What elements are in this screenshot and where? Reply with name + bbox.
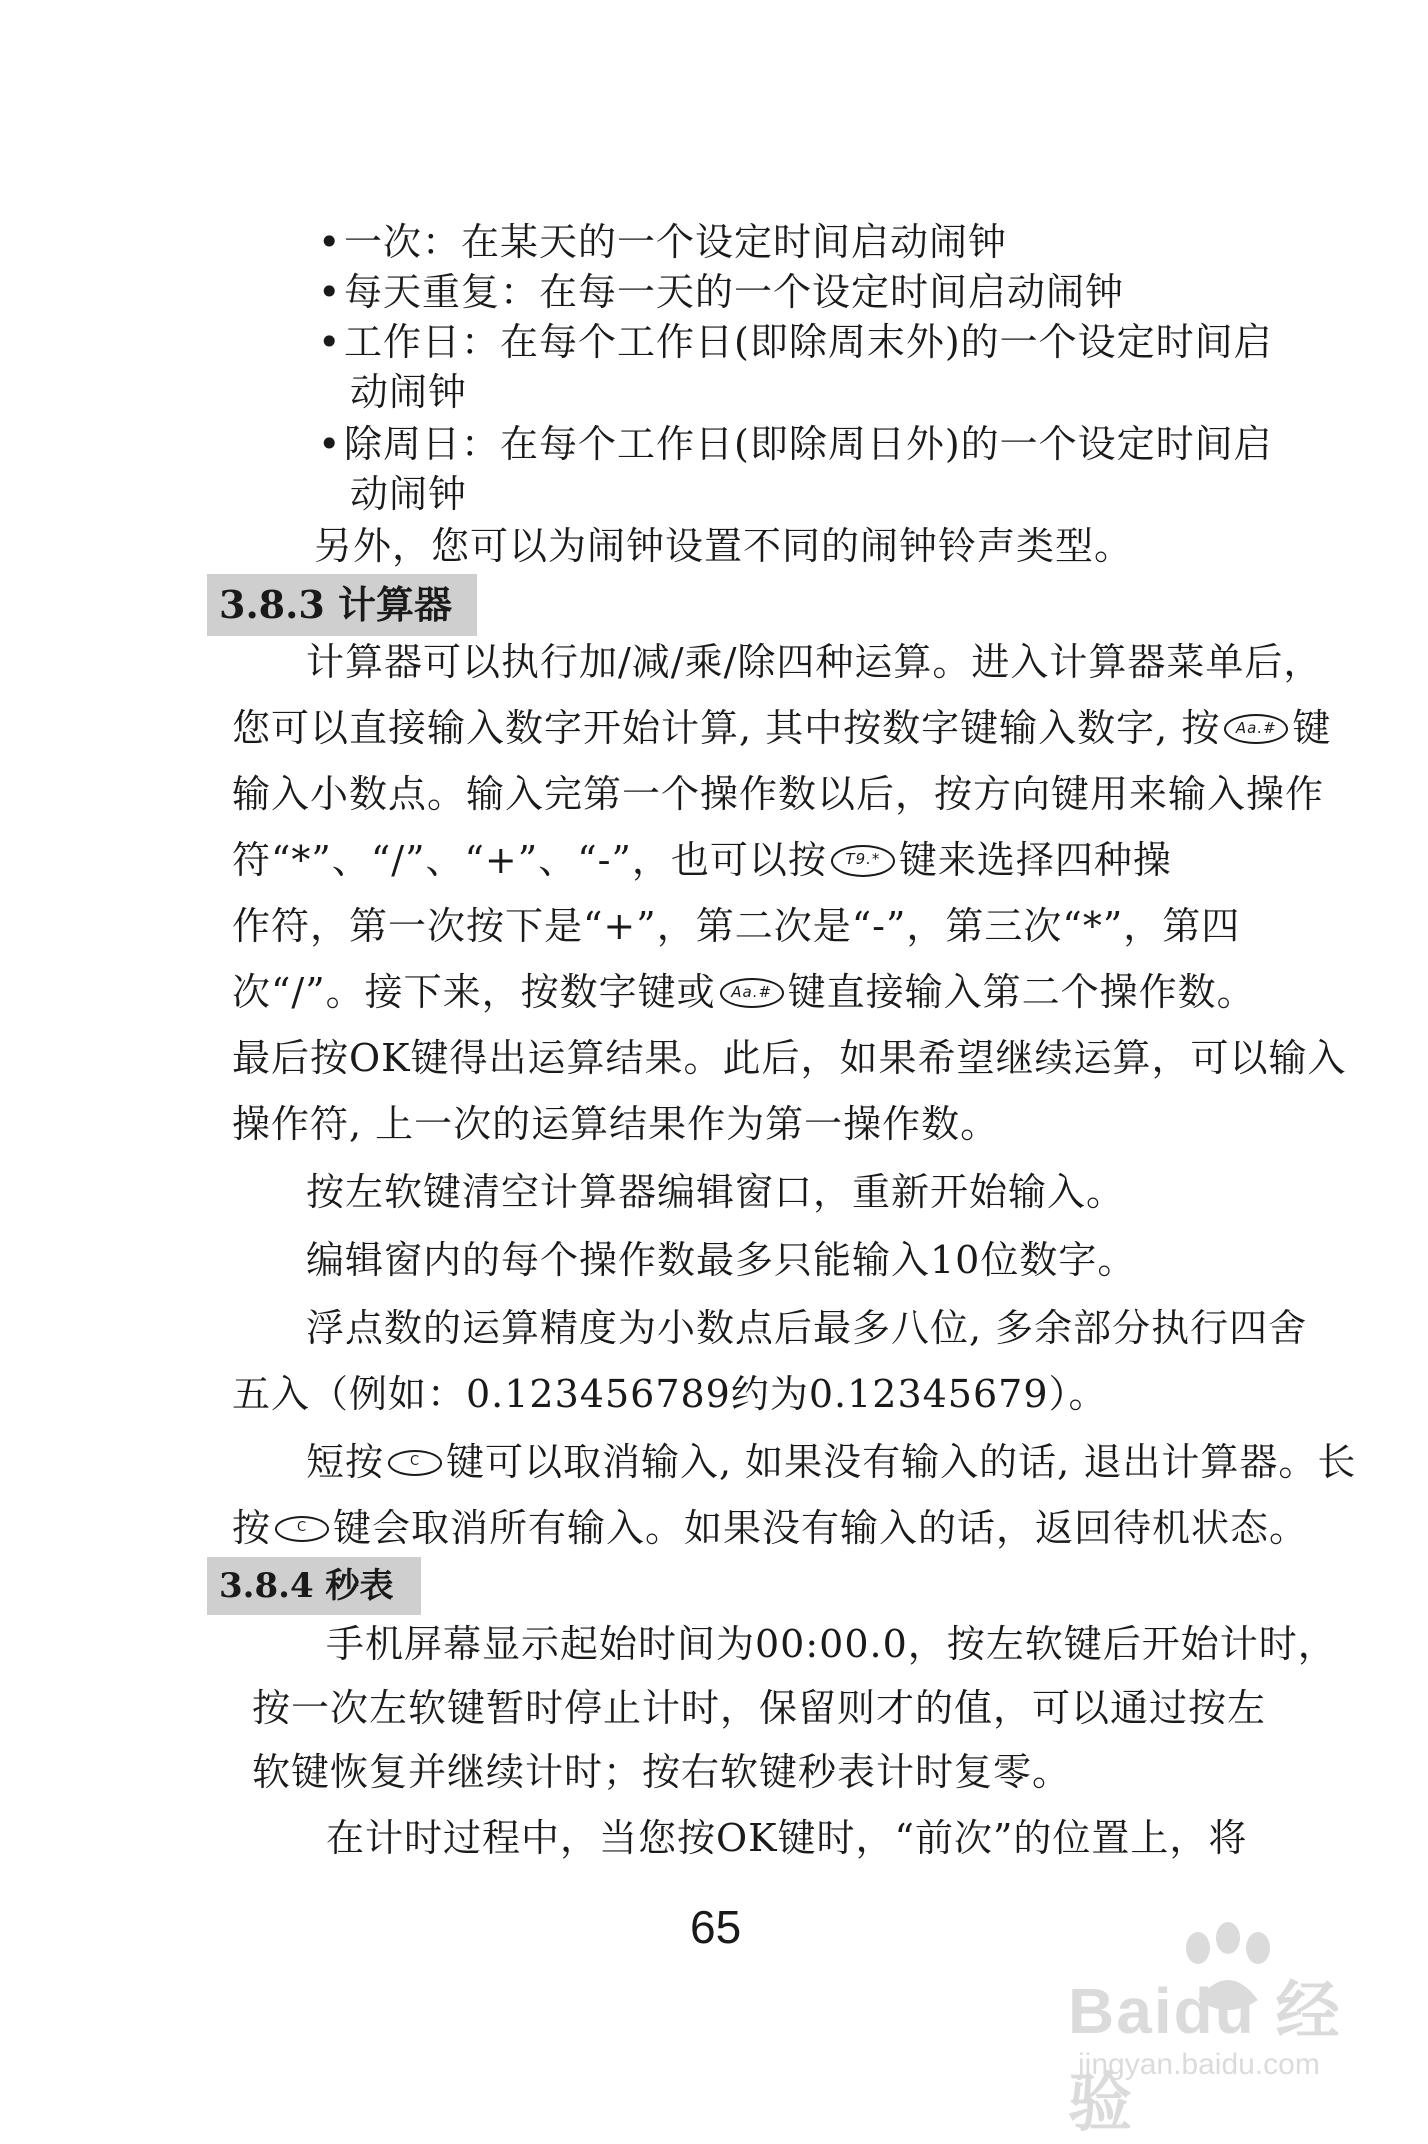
calculator-paragraph-line — [232, 836, 1172, 884]
calculator-paragraph-line: 最后按OK键得出运算结果。此后，如果希望继续运算，可以输入 — [232, 1036, 1347, 1080]
text-segment: 次“/”。接下来，按数字键或 — [232, 970, 716, 1014]
bullet-text: 工作日：在每个工作日(即除周末外)的一个设定时间启 — [344, 320, 1273, 364]
calculator-cancel-line — [232, 1504, 1308, 1552]
bullet-dot: • — [318, 422, 342, 466]
bullet-item — [318, 318, 1273, 366]
calculator-digit-limit-note: 编辑窗内的每个操作数最多只能输入10位数字。 — [306, 1238, 1137, 1282]
section-heading-stopwatch: 3.8.4 秒表 — [207, 1557, 421, 1615]
t9-key-icon: T9.* — [831, 845, 895, 877]
text-segment: 符“*”、“/”、“+”、“-”，也可以按 — [232, 838, 827, 882]
bullet-continuation: 动闹钟 — [350, 370, 468, 414]
stopwatch-paragraph-line: 按一次左软键暂时停止计时，保留则才的值，可以通过按左 — [252, 1686, 1267, 1730]
stopwatch-paragraph-line: 在计时过程中，当您按OK键时，“前次”的位置上，将 — [326, 1816, 1248, 1860]
bullet-dot: • — [318, 220, 342, 264]
text-segment: 键直接输入第二个操作数。 — [787, 970, 1256, 1014]
text-segment: 键来选择四种操 — [898, 838, 1172, 882]
calculator-paragraph-line: 作符，第一次按下是“+”，第二次是“-”，第三次“*”，第四 — [232, 904, 1241, 948]
calculator-clear-note: 按左软键清空计算器编辑窗口，重新开始输入。 — [306, 1170, 1126, 1214]
calculator-cancel-line — [306, 1438, 1356, 1486]
alpha-key-icon: Aa.# — [1224, 714, 1288, 744]
bullet-item — [318, 268, 1124, 316]
stopwatch-paragraph-line: 手机屏幕显示起始时间为00:00.0，按左软键后开始计时， — [326, 1622, 1337, 1666]
text-segment: 键会取消所有输入。如果没有输入的话，返回待机状态。 — [333, 1506, 1309, 1550]
page-number: 65 — [690, 1901, 742, 1953]
bullet-item — [318, 218, 1007, 266]
bullet-text: 除周日：在每个工作日(即除周日外)的一个设定时间启 — [344, 422, 1273, 466]
stopwatch-paragraph-line: 软键恢复并继续计时；按右软键秒表计时复零。 — [252, 1750, 1072, 1794]
bullet-dot: • — [318, 320, 342, 364]
calculator-paragraph-line: 操作符, 上一次的运算结果作为第一操作数。 — [232, 1102, 1000, 1146]
watermark-url: jingyan.baidu.com — [1078, 2048, 1320, 2081]
bullet-continuation: 动闹钟 — [350, 472, 468, 516]
calculator-paragraph-line: 输入小数点。输入完第一个操作数以后，按方向键用来输入操作 — [232, 772, 1325, 816]
text-segment: 您可以直接输入数字开始计算, 其中按数字键输入数字, 按 — [232, 706, 1221, 750]
calculator-precision-line: 浮点数的运算精度为小数点后最多八位, 多余部分执行四舍 — [306, 1306, 1308, 1350]
text-segment: 键可以取消输入, 如果没有输入的话, 退出计算器。长 — [446, 1440, 1357, 1484]
text-segment: 按 — [232, 1506, 272, 1550]
calculator-paragraph-line — [232, 704, 1331, 752]
bullet-text: 一次：在某天的一个设定时间启动闹钟 — [344, 220, 1008, 264]
text-segment: 键 — [1292, 706, 1332, 750]
bullet-text: 每天重复：在每一天的一个设定时间启动闹钟 — [344, 270, 1125, 314]
calculator-paragraph-line: 计算器可以执行加/减/乘/除四种运算。进入计算器菜单后， — [306, 640, 1323, 684]
clear-key-icon: C — [388, 1450, 442, 1476]
calculator-paragraph-line — [232, 968, 1256, 1016]
alpha-key-icon: Aa.# — [720, 978, 784, 1008]
section-heading-calculator: 3.8.3 计算器 — [207, 574, 477, 636]
bullet-item — [318, 420, 1273, 468]
text-segment: 短按 — [306, 1440, 385, 1484]
bullet-dot: • — [318, 270, 342, 314]
alarm-note: 另外，您可以为闹钟设置不同的闹钟铃声类型。 — [314, 524, 1134, 568]
clear-key-icon: C — [275, 1516, 329, 1542]
baidu-watermark — [1038, 1920, 1368, 2139]
calculator-precision-line: 五入（例如：0.123456789约为0.12345679）。 — [232, 1372, 1108, 1416]
watermark-logo: Baidu 经验 — [1068, 1975, 1342, 2139]
